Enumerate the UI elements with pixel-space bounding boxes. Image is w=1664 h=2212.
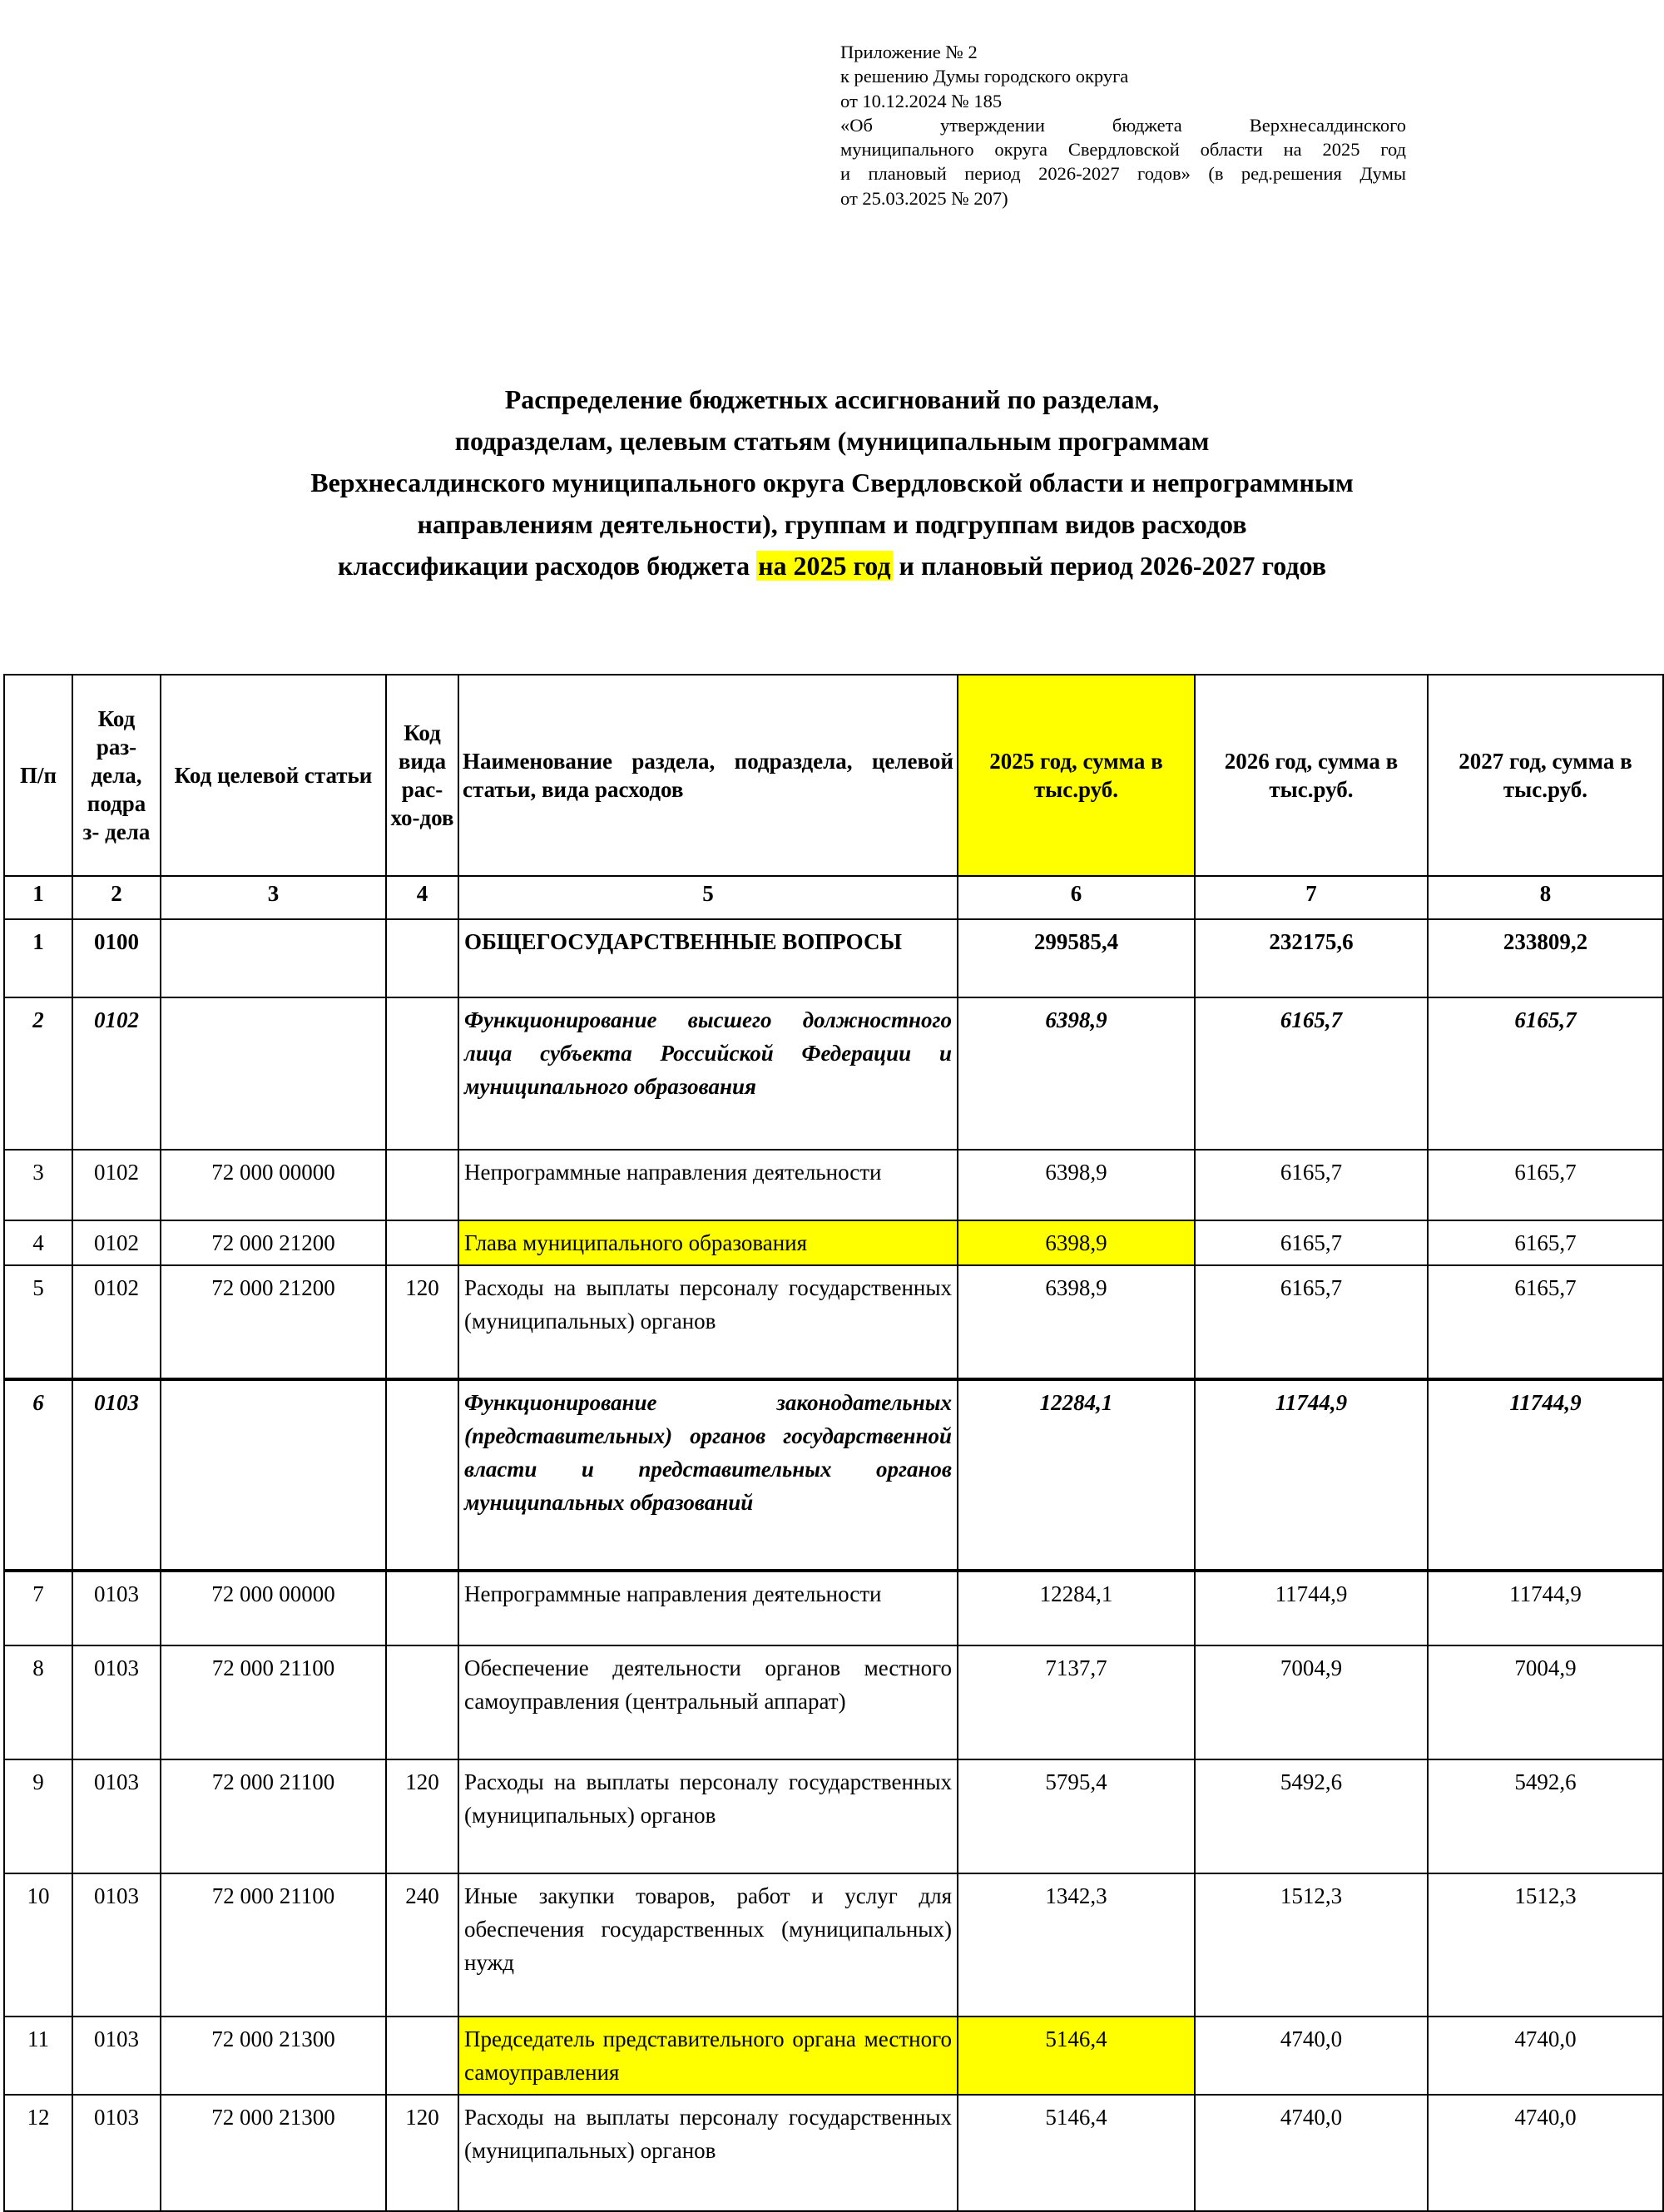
target-code-cell: 72 000 21100 bbox=[161, 1645, 386, 1759]
column-number: 5 bbox=[458, 876, 958, 919]
column-number: 4 bbox=[386, 876, 458, 919]
header-cell: 2026 год, сумма в тыс.руб. bbox=[1195, 675, 1428, 876]
amount-2026-cell: 6165,7 bbox=[1195, 997, 1428, 1150]
expense-kind-cell bbox=[386, 1150, 458, 1220]
column-number: 7 bbox=[1195, 876, 1428, 919]
title-highlight: на 2025 год bbox=[758, 551, 891, 581]
amount-2027-cell: 6165,7 bbox=[1428, 997, 1663, 1150]
budget-table bbox=[3, 674, 1664, 2212]
item-name-cell: Расходы на выплаты персоналу государственных (муниципальных) органов bbox=[458, 1759, 958, 1873]
target-code-cell bbox=[161, 1379, 386, 1571]
title-line: направлениям деятельности), группам и подгруппам видов расходов bbox=[417, 509, 1247, 539]
table-row bbox=[4, 1873, 1663, 2017]
section-code-cell: 0100 bbox=[72, 919, 161, 997]
row-number-cell: 2 bbox=[4, 997, 72, 1150]
amount-2026-cell: 6165,7 bbox=[1195, 1265, 1428, 1379]
row-number-cell: 3 bbox=[4, 1150, 72, 1220]
amount-2027-cell: 4740,0 bbox=[1428, 2095, 1663, 2211]
row-number-cell: 11 bbox=[4, 2017, 72, 2095]
annex-line: от 25.03.2025 № 207) bbox=[840, 187, 1008, 209]
annex-line: и плановый период 2026-2027 годов» (в ред.решения Думы bbox=[840, 163, 1406, 185]
title-text: классификации расходов бюджета bbox=[338, 551, 757, 581]
expense-kind-cell: 120 bbox=[386, 1759, 458, 1873]
table-row bbox=[4, 2017, 1663, 2095]
amount-2025-cell: 12284,1 bbox=[958, 1379, 1195, 1571]
item-name-cell: Обеспечение деятельности органов местного самоуправления (центральный аппарат) bbox=[458, 1645, 958, 1759]
target-code-cell: 72 000 21100 bbox=[161, 1759, 386, 1873]
amount-2027-cell: 4740,0 bbox=[1428, 2017, 1663, 2095]
item-name-cell: Непрограммные направления деятельности bbox=[458, 1571, 958, 1645]
expense-kind-cell bbox=[386, 997, 458, 1150]
item-name-cell: Функционирование высшего должностного лица субъекта Российской Федерации и муниципального образования bbox=[458, 997, 958, 1150]
row-number-cell: 10 bbox=[4, 1873, 72, 2017]
expense-kind-cell bbox=[386, 2017, 458, 2095]
table-row bbox=[4, 919, 1663, 997]
row-number-cell: 5 bbox=[4, 1265, 72, 1379]
row-number-cell: 7 bbox=[4, 1571, 72, 1645]
item-name-cell: Функционирование законодательных (представительных) органов государственной власти и представительных органов муниципальных образований bbox=[458, 1379, 958, 1571]
target-code-cell bbox=[161, 919, 386, 997]
amount-2025-cell: 1342,3 bbox=[958, 1873, 1195, 2017]
section-code-cell: 0103 bbox=[72, 1645, 161, 1759]
amount-2026-cell: 4740,0 bbox=[1195, 2095, 1428, 2211]
amount-2026-cell: 7004,9 bbox=[1195, 1645, 1428, 1759]
amount-2027-cell: 11744,9 bbox=[1428, 1571, 1663, 1645]
amount-2027-cell: 11744,9 bbox=[1428, 1379, 1663, 1571]
document-title bbox=[0, 379, 1664, 586]
header-cell: Наименование раздела, подраздела, целевой статьи, вида расходов bbox=[458, 675, 958, 876]
annex-line: от 10.12.2024 № 185 bbox=[840, 90, 1003, 111]
column-number: 8 bbox=[1428, 876, 1663, 919]
item-name-cell: Расходы на выплаты персоналу государственных (муниципальных) органов bbox=[458, 1265, 958, 1379]
section-code-cell: 0102 bbox=[72, 1220, 161, 1265]
title-line: Верхнесалдинского муниципального округа Свердловской области и непрограммным bbox=[310, 468, 1354, 497]
header-cell: 2027 год, сумма в тыс.руб. bbox=[1428, 675, 1663, 876]
annex-line: Приложение № 2 bbox=[840, 42, 978, 62]
amount-2025-cell: 6398,9 bbox=[958, 1150, 1195, 1220]
section-code-cell: 0102 bbox=[72, 997, 161, 1150]
amount-2027-cell: 5492,6 bbox=[1428, 1759, 1663, 1873]
annex-header bbox=[840, 40, 1406, 210]
item-name-cell: ОБЩЕГОСУДАРСТВЕННЫЕ ВОПРОСЫ bbox=[458, 919, 958, 997]
amount-2025-cell: 299585,4 bbox=[958, 919, 1195, 997]
item-name-cell: Председатель представительного органа местного самоуправления bbox=[458, 2017, 958, 2095]
row-number-cell: 8 bbox=[4, 1645, 72, 1759]
column-number: 3 bbox=[161, 876, 386, 919]
target-code-cell: 72 000 21200 bbox=[161, 1265, 386, 1379]
table-row bbox=[4, 1265, 1663, 1379]
column-number: 6 bbox=[958, 876, 1195, 919]
header-cell: П/п bbox=[4, 675, 72, 876]
amount-2026-cell: 4740,0 bbox=[1195, 2017, 1428, 2095]
section-code-cell: 0103 bbox=[72, 2017, 161, 2095]
row-number-cell: 4 bbox=[4, 1220, 72, 1265]
table-row bbox=[4, 997, 1663, 1150]
table-row bbox=[4, 1379, 1663, 1571]
item-name-cell: Иные закупки товаров, работ и услуг для обеспечения государственных (муниципальных) нужд bbox=[458, 1873, 958, 2017]
table-row bbox=[4, 1220, 1663, 1265]
amount-2027-cell: 6165,7 bbox=[1428, 1150, 1663, 1220]
amount-2025-cell: 6398,9 bbox=[958, 1265, 1195, 1379]
target-code-cell bbox=[161, 997, 386, 1150]
amount-2026-cell: 11744,9 bbox=[1195, 1379, 1428, 1571]
expense-kind-cell: 120 bbox=[386, 1265, 458, 1379]
title-line: Распределение бюджетных ассигнований по разделам, bbox=[504, 384, 1160, 414]
section-code-cell: 0103 bbox=[72, 1873, 161, 2017]
amount-2026-cell: 6165,7 bbox=[1195, 1150, 1428, 1220]
target-code-cell: 72 000 21300 bbox=[161, 2095, 386, 2211]
amount-2027-cell: 6165,7 bbox=[1428, 1265, 1663, 1379]
table-row bbox=[4, 1571, 1663, 1645]
target-code-cell: 72 000 00000 bbox=[161, 1571, 386, 1645]
target-code-cell: 72 000 21100 bbox=[161, 1873, 386, 2017]
amount-2026-cell: 232175,6 bbox=[1195, 919, 1428, 997]
target-code-cell: 72 000 21300 bbox=[161, 2017, 386, 2095]
section-code-cell: 0102 bbox=[72, 1150, 161, 1220]
item-name-cell: Расходы на выплаты персоналу государственных (муниципальных) органов bbox=[458, 2095, 958, 2211]
header-cell: 2025 год, сумма в тыс.руб. bbox=[958, 675, 1195, 876]
header-cell: Код вида рас-хо-дов bbox=[386, 675, 458, 876]
table-row bbox=[4, 1645, 1663, 1759]
amount-2026-cell: 6165,7 bbox=[1195, 1220, 1428, 1265]
section-code-cell: 0103 bbox=[72, 1759, 161, 1873]
amount-2025-cell: 6398,9 bbox=[958, 997, 1195, 1150]
amount-2025-cell: 6398,9 bbox=[958, 1220, 1195, 1265]
row-number-cell: 9 bbox=[4, 1759, 72, 1873]
section-code-cell: 0103 bbox=[72, 2095, 161, 2211]
table-row bbox=[4, 2095, 1663, 2211]
item-name-cell: Непрограммные направления деятельности bbox=[458, 1150, 958, 1220]
amount-2027-cell: 6165,7 bbox=[1428, 1220, 1663, 1265]
amount-2025-cell: 5146,4 bbox=[958, 2095, 1195, 2211]
row-number-cell: 12 bbox=[4, 2095, 72, 2211]
expense-kind-cell bbox=[386, 1379, 458, 1571]
amount-2026-cell: 11744,9 bbox=[1195, 1571, 1428, 1645]
amount-2026-cell: 5492,6 bbox=[1195, 1759, 1428, 1873]
table-row bbox=[4, 1759, 1663, 1873]
table-row bbox=[4, 1150, 1663, 1220]
row-number-cell: 1 bbox=[4, 919, 72, 997]
target-code-cell: 72 000 21200 bbox=[161, 1220, 386, 1265]
amount-2026-cell: 1512,3 bbox=[1195, 1873, 1428, 2017]
expense-kind-cell: 240 bbox=[386, 1873, 458, 2017]
expense-kind-cell bbox=[386, 1645, 458, 1759]
annex-line: «Об утверждении бюджета Верхнесалдинского bbox=[840, 114, 1406, 136]
title-text: и плановый период 2026-2027 годов bbox=[892, 551, 1326, 581]
target-code-cell: 72 000 00000 bbox=[161, 1150, 386, 1220]
section-code-cell: 0102 bbox=[72, 1265, 161, 1379]
table-body bbox=[4, 675, 1663, 2211]
amount-2025-cell: 5146,4 bbox=[958, 2017, 1195, 2095]
title-line bbox=[0, 545, 1664, 586]
amount-2025-cell: 12284,1 bbox=[958, 1571, 1195, 1645]
column-number-row bbox=[4, 876, 1663, 919]
item-name-cell: Глава муниципального образования bbox=[458, 1220, 958, 1265]
amount-2027-cell: 7004,9 bbox=[1428, 1645, 1663, 1759]
amount-2027-cell: 1512,3 bbox=[1428, 1873, 1663, 2017]
expense-kind-cell bbox=[386, 1571, 458, 1645]
header-cell: Код целевой статьи bbox=[161, 675, 386, 876]
header-cell: Код раз-дела, подра з- дела bbox=[72, 675, 161, 876]
title-line: подразделам, целевым статьям (муниципальным программам bbox=[454, 426, 1210, 456]
expense-kind-cell bbox=[386, 919, 458, 997]
expense-kind-cell: 120 bbox=[386, 2095, 458, 2211]
table-header-row bbox=[4, 675, 1663, 876]
column-number: 2 bbox=[72, 876, 161, 919]
column-number: 1 bbox=[4, 876, 72, 919]
section-code-cell: 0103 bbox=[72, 1571, 161, 1645]
row-number-cell: 6 bbox=[4, 1379, 72, 1571]
amount-2027-cell: 233809,2 bbox=[1428, 919, 1663, 997]
amount-2025-cell: 7137,7 bbox=[958, 1645, 1195, 1759]
amount-2025-cell: 5795,4 bbox=[958, 1759, 1195, 1873]
expense-kind-cell bbox=[386, 1220, 458, 1265]
annex-line: муниципального округа Свердловской области на 2025 год bbox=[840, 139, 1406, 160]
annex-line: к решению Думы городского округа bbox=[840, 66, 1129, 87]
section-code-cell: 0103 bbox=[72, 1379, 161, 1571]
